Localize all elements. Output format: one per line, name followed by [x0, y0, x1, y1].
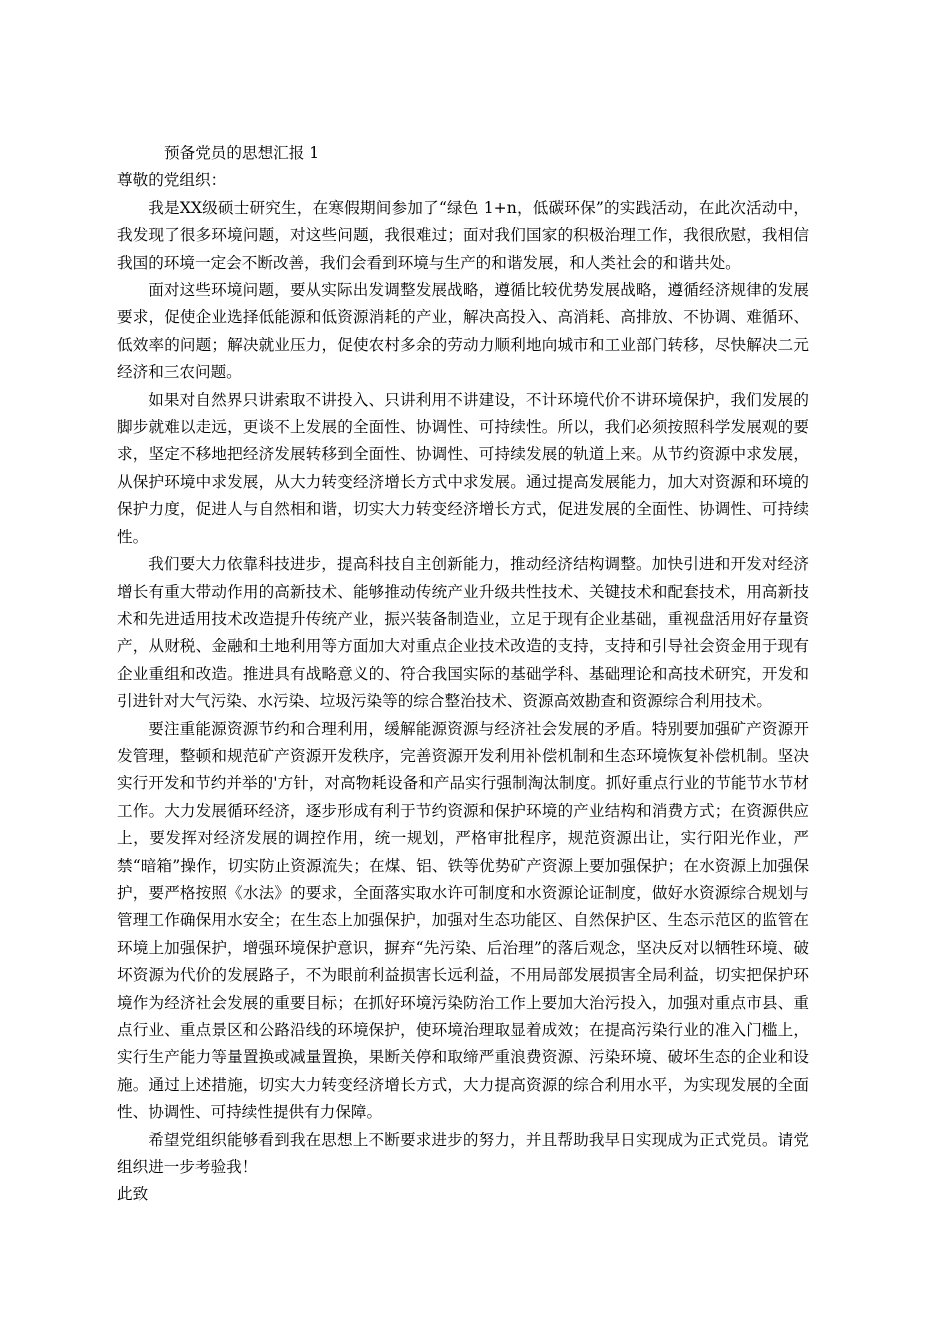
- paragraph-5: 要注重能源资源节约和合理利用，缓解能源资源与经济社会发展的矛盾。特别要加强矿产资源开发管理，整顿和规范矿产资源开发秩序，完善资源开发利用补偿机制和生态环境恢复补偿机制。坚决实行开发和节约并举的'方针，对高物耗设备和产品实行强制淘汰制度。抓好重点行业的节能节水节材工作。大力发展循环经济，逐步形成有利于节约资源和保护环境的产业结构和消费方式；在资源供应上，要发挥对经济发展的调控作用，统一规划，严格审批程序，规范资源出让，实行阳光作业，严禁“暗箱”操作，切实防止资源流失；在煤、铝、铁等优势矿产资源上要加强保护；在水资源上加强保护，要严格按照《水法》的要求，全面落实取水许可制度和水资源论证制度，做好水资源综合规划与管理工作确保用水安全；在生态上加强保护，加强对生态功能区、自然保护区、生态示范区的监管在环境上加强保护，增强环境保护意识，摒弃“先污染、后治理”的落后观念，坚决反对以牺牲环境、破坏资源为代价的发展路子，不为眼前利益损害长远利益，不用局部发展损害全局利益，切实把保护环境作为经济社会发展的重要目标；在抓好环境污染防治工作上要加大治污投入，加强对重点市县、重点行业、重点景区和公路沿线的环境保护，使环境治理取显着成效；在提高污染行业的准入门槛上，实行生产能力等量置换或减量置换，果断关停和取缔严重浪费资源、污染环境、破坏生态的企业和设施。通过上述措施，切实大力转变经济增长方式，大力提高资源的综合利用水平，为实现发展的全面性、协调性、可持续性提供有力保障。: [117, 719, 809, 1122]
- paragraph-6: 希望党组织能够看到我在思想上不断要求进步的努力，并且帮助我早日实现成为正式党员。请党组织进一步考验我！: [117, 1130, 809, 1177]
- paragraph-3: 如果对自然界只讲索取不讲投入、只讲利用不讲建设，不计环境代价不讲环境保护，我们发展的脚步就难以走远，更谈不上发展的全面性、协调性、可持续性。所以，我们必须按照科学发展观的要求，坚定不移地把经济发展转移到全面性、协调性、可持续发展的轨道上来。从节约资源中求发展，从保护环境中求发展，从大力转变经济增长方式中求发展。通过提高发展能力，加大对资源和环境的保护力度，促进人与自然相和谐，切实大力转变经济增长方式，促进发展的全面性、协调性、可持续性。: [117, 390, 809, 546]
- closing: 此致: [117, 1185, 149, 1204]
- paragraph-4: 我们要大力依靠科技进步，提高科技自主创新能力，推动经济结构调整。加快引进和开发对经济增长有重大带动作用的高新技术、能够推动传统产业升级共性技术、关键技术和配套技术，用高新技术和先进适用技术改造提升传统产业，振兴装备制造业，立足于现有企业基础，重视盘活用好存量资产，从财税、金融和土地利用等方面加大对重点企业技术改造的支持，支持和引导社会资金用于现有企业重组和改造。推进具有战略意义的、符合我国实际的基础学科、基础理论和高技术研究，开发和引进针对大气污染、水污染、垃圾污染等的综合整治技术、资源高效勘查和资源综合利用技术。: [117, 555, 809, 711]
- paragraph-2: 面对这些环境问题，要从实际出发调整发展战略，遵循比较优势发展战略，遵循经济规律的发展要求，促使企业选择低能源和低资源消耗的产业，解决高投入、高消耗、高排放、不协调、难循环、低效率的问题；解决就业压力，促使农村多余的劳动力顺利地向城市和工业部门转移，尽快解决二元经济和三农问题。: [117, 281, 809, 382]
- document-page: [117, 140, 809, 1209]
- document-title: 预备党员的思想汇报 1: [164, 144, 320, 162]
- salutation: 尊敬的党组织：: [117, 171, 227, 190]
- paragraph-1: 我是XX级硕士研究生，在寒假期间参加了“绿色 1+n，低碳环保”的实践活动，在此次活动中，我发现了很多环境问题，对这些问题，我很难过；面对我们国家的积极治理工作，我很欣慰，我相信我国的环境一定会不断改善，我们会看到环境与生产的和谐发展，和人类社会的和谐共处。: [117, 198, 809, 272]
